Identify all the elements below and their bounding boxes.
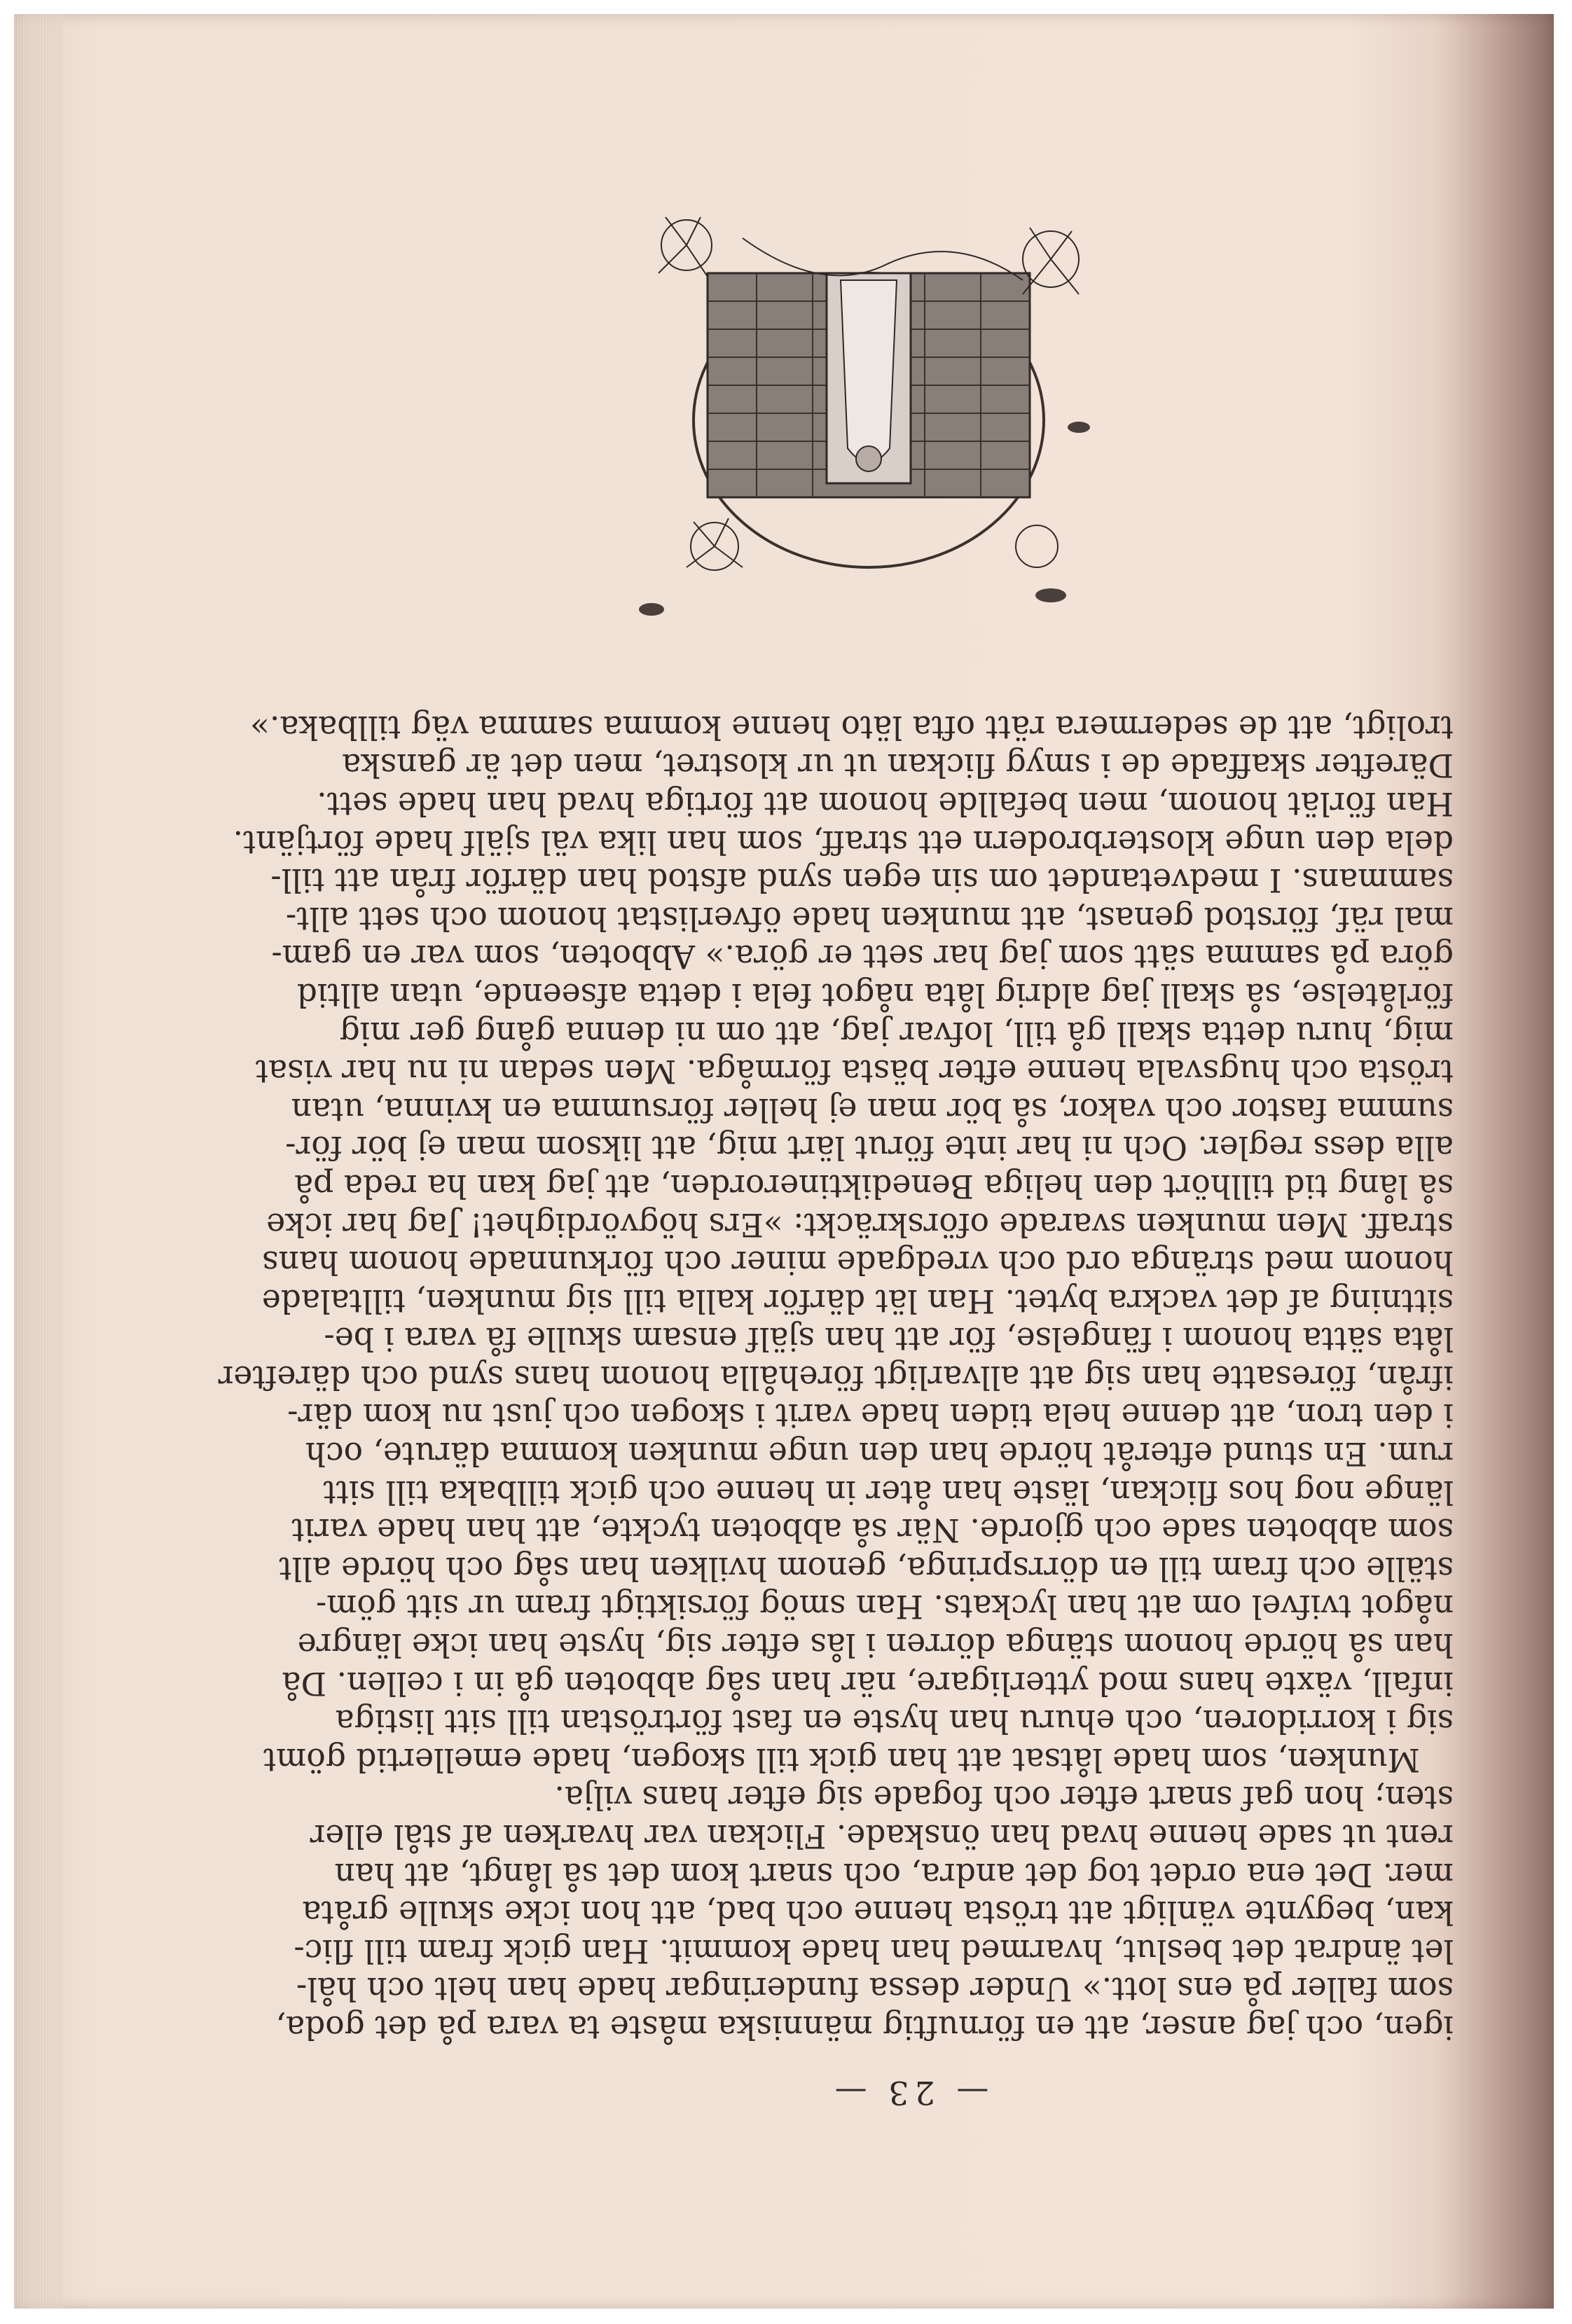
text-line: ifrån, föresatte han sig att allvarligt förehålla honom hans synd och därefter — [218, 1358, 1454, 1396]
page-edges — [14, 14, 63, 2309]
text-line: mer. Det ena ordet tog det andra, och snart kom det så långt, att han — [334, 1855, 1454, 1893]
text-line: något tvifvel om att han lyckats. Han smög försiktigt fram ur sitt göm- — [315, 1588, 1454, 1626]
text-line: sig i korridoren, och ehuru han hyste en fast förtröstan till sitt listiga — [335, 1703, 1454, 1741]
text-line: sittning af det vackra bytet. Han lät därför kalla till sig munken, tilltalade — [261, 1282, 1454, 1320]
text-line: mal räf, förstod genast, att munken hade öfverlistat honom och sett allt- — [285, 899, 1454, 937]
text-line: förlåtelse, så skall jag aldrig låta något fela i detta afseende, utan alltid — [296, 976, 1454, 1014]
text-line: straff. Men munken svarade oförskräckt: »Ers högvördighet! Jag har icke — [266, 1205, 1454, 1243]
text-line: honom med stränga ord och vredgade miner och förkunnade honom hans — [262, 1243, 1454, 1281]
text-line: rum. En stund efteråt hörde han den unge munken komma därute, och — [305, 1434, 1454, 1472]
text-line: trösta och hugsvala henne efter bästa förmåga. Men sedan ni nu har visat — [255, 1052, 1454, 1090]
text-line: sammans. I medvetandet om sin egen synd afstod han därför från att till- — [270, 861, 1454, 899]
text-line: han så hörde honom stänga dörren i lås efter sig, hyste han icke längre — [297, 1626, 1454, 1664]
text-line: infall, växte hans mod ytterligare, när han såg abboten gå in i cellen. Då — [282, 1664, 1454, 1702]
text-line: igen, och jag anser, att en förnuftig människa måste ta vara på det goda, — [275, 2008, 1454, 2046]
text-line: mig, huru detta skall gå till, lofvar jag, att om ni denna gång ger mig — [339, 1014, 1454, 1052]
page-number: — 23 — — [829, 2073, 989, 2112]
text-line: länge nog hos flickan, läste han åter in henne och gick tillbaka till sitt — [323, 1473, 1454, 1511]
text-line: kan, begynte vänligt att trösta henne och bad, att hon icke skulle gråta — [302, 1894, 1454, 1931]
text-line: så lång tid tillhört den heliga Benediktinerorden, att jag kan ha reda på — [294, 1167, 1454, 1205]
text-line: troligt, att de sedermera rätt ofta läto henne komma samma väg tillbaka.» — [250, 708, 1454, 746]
text-line: Därefter skaffade de i smyg flickan ut ur klostret, men det är ganska — [342, 747, 1454, 784]
text-line: göra på samma sätt som jag har sett er göra.» Abboten, som var en gam- — [271, 938, 1454, 976]
text-line: alla dess regler. Och ni har inte förut lärt mig, att liksom man ej bör för- — [285, 1129, 1454, 1167]
text-line: som abboten sade och gjorde. När så abboten tyckte, att han hade varit — [291, 1512, 1454, 1549]
text-line: som faller på ens lott.» Under dessa funderingar hade han helt och hål- — [296, 1970, 1454, 2008]
text-line: Han förlät honom, men befallde honom att förtiga hvad han hade sett. — [317, 784, 1454, 822]
text-line: ställe och fram till en dörrspringa, genom hvilken han såg och hörde allt — [279, 1549, 1454, 1587]
text-line: rent ut sade henne hvad han önskade. Flickan var hvarken af stål eller — [310, 1817, 1454, 1855]
vignette-illustration-icon — [602, 210, 1135, 658]
text-line: sten; hon gaf snart efter och fogade sig efter hans vilja. — [554, 1779, 1454, 1817]
page-text-rotated — [218, 707, 1454, 2112]
text-line: dela den unge klosterbrodern ett straff, som han lika väl själf hade förtjänt. — [233, 823, 1454, 861]
text-line: let ändrat det beslut, hvarmed han hade kommit. Han gick fram till flic- — [294, 1932, 1454, 1970]
text-line: i den tron, att denne hela tiden hade varit i skogen och just nu kom där- — [287, 1397, 1454, 1434]
text-line: summa fastor och vakor, så bör man ej heller försumma en kvinna, utan — [291, 1091, 1454, 1128]
text-line: låta sätta honom i fängelse, för att han själf ensam skulle få vara i be- — [324, 1320, 1454, 1358]
text-line: Munken, som hade låtsat att han gick till skogen, hade emellertid gömt — [263, 1741, 1420, 1778]
